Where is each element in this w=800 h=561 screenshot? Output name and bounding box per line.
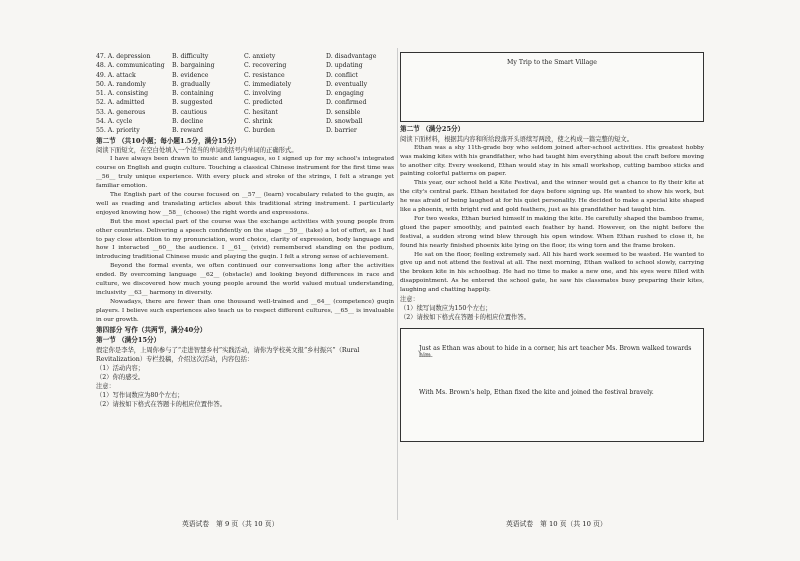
option-b: B. cautious xyxy=(172,108,207,116)
option-a: 48. A. communicating xyxy=(96,62,165,70)
option-a: 49. A. attack xyxy=(96,71,136,79)
writing-prompt: 假定你是李华，上周你参与了“走进智慧乡村”实践活动，请你为学校英文报“乡村振兴”（Rural Revitalization）专栏投稿，介绍这次活动，内容包括： xyxy=(96,346,360,363)
option-c: C. anxiety xyxy=(244,53,276,60)
section-instruction: 阅读下面材料，根据其内容和所给段落开头语续写两段，使之构成一篇完整的短文。 xyxy=(400,135,633,143)
section-heading: 第二节 （共10小题；每小题1.5分，满分15分） xyxy=(96,136,241,145)
option-row xyxy=(96,89,394,98)
option-a: 50. A. randomly xyxy=(96,80,146,88)
option-c: C. shrink xyxy=(244,118,273,126)
story-paragraph: Ethan was a shy 11th-grade boy who seldom joined after-school activities. His greatest hobby was making kites with his grandfather, who had taught him everything about the craft before moving to another city. Every weekend, Ethan would stay in his small workshop, cutting bamboo sticks and painting colorful patterns on paper. xyxy=(400,144,704,178)
passage-paragraph: Beyond the formal events, we often continued our conversations long after the activities ended. By overcoming language __62__ (obstacle) and looking beyond differences in race and culture, we discovered how much young people around the world valued mutual understanding, inclusivity __63__ harmony in diversity. xyxy=(96,263,394,296)
option-b: B. bargaining xyxy=(172,62,215,70)
option-c: C. resistance xyxy=(244,71,285,79)
option-c: C. burden xyxy=(244,127,275,135)
option-row xyxy=(96,80,394,89)
option-b: B. suggested xyxy=(172,99,213,107)
passage-paragraph: Nowadays, there are fewer than one thousand well-trained and __64__ (competence) guqin players. I believe such experiences also teach us to respect different cultures, __65__ is invaluable in our growth. xyxy=(96,298,394,323)
notes-label: 注意： xyxy=(400,296,419,304)
option-a: 55. A. priority xyxy=(96,127,140,135)
passage-paragraph: But the most special part of the course was the exchange activities with young people from other countries. Delivering a speech confidently on the stage __59__ (take) a lot of effort, as I had to pay close attention to my pronunciation, word choice, clarity of expression, body language and how I interacted __60__ the audience. I __61__ (vivid) remembered standing on the podium, introducing traditional Chinese music and playing the guqin. I felt a strong sense of achievement. xyxy=(96,218,394,261)
right-column xyxy=(400,52,704,442)
option-a: 51. A. consisting xyxy=(96,90,149,98)
option-c: C. hesitant xyxy=(244,108,278,116)
option-c: C. immediately xyxy=(244,80,292,88)
option-d: D. snowball xyxy=(326,118,363,126)
prompt-point: （2）你的感受。 xyxy=(96,374,145,382)
page-footer-right: 英语试卷 第 10 页（共 10 页） xyxy=(506,520,607,528)
column-divider xyxy=(397,48,398,520)
story-paragraph: He sat on the floor, feeling extremely sad. All his hard work seemed to be wasted. He wanted to give up and not attend the festival at all. The next morning, Ethan walked to school slowly, carrying the broken kite in his schoolbag. He had no time to make a new one, and his eyes were filled with disappointment. As he entered the school gate, he saw his classmates busy preparing their kites, laughing and chatting happily. xyxy=(400,251,704,294)
writing-answer-box xyxy=(400,52,704,122)
option-d: D. eventually xyxy=(326,80,368,88)
option-c: C. recovering xyxy=(244,62,287,70)
option-row xyxy=(96,71,394,80)
option-d: D. sensible xyxy=(326,108,361,116)
story-paragraph: This year, our school held a Kite Festival, and the winner would get a chance to fly their kite at the city's central park. Ethan hesitated for days before signing up. He wanted to show his work, but he was afraid of being laughed at for his quiet personality. He decided to make a special kite shaped like a phoenix, with bright red and gold feathers, just as his grandfather had taught him. xyxy=(400,180,704,214)
options-list xyxy=(96,52,394,136)
option-a: 52. A. admitted xyxy=(96,99,145,107)
option-a: 53. A. generous xyxy=(96,108,146,116)
page-footer-left: 英语试卷 第 9 页（共 10 页） xyxy=(182,520,279,528)
part-heading: 第四部分 写作（共两节，满分40分） xyxy=(96,325,207,334)
answer-box-title: My Trip to the Smart Village xyxy=(507,59,597,66)
option-b: B. difficulty xyxy=(172,53,209,60)
prompt-point: （1）活动内容； xyxy=(96,364,145,372)
option-row xyxy=(96,52,394,61)
continuation-opening-2: With Ms. Brown's help, Ethan fixed the kite and joined the festival bravely. xyxy=(419,389,654,397)
note-item: （2）请按如下格式在答题卡的相应位置作答。 xyxy=(96,401,226,409)
passage-paragraph: The English part of the course focused on __57__ (learn) vocabulary related to the guqin, as well as reading and translating articles about this traditional string instrument. I particularly enjoyed knowing how __58__ (choose) the right words and expressions. xyxy=(96,191,394,216)
option-d: D. engaging xyxy=(326,90,364,98)
story-paragraph: For two weeks, Ethan buried himself in making the kite. He carefully shaped the bamboo frame, glued the paper smoothly, and painted each feather by hand. However, on the night before the festival, a sudden strong wind blew through his open window. When Ethan rushed to close it, he found his nearly finished phoenix kite lying on the floor, its wing torn and the frame broken. xyxy=(400,215,704,249)
note-item: （1）续写词数应为150个左右； xyxy=(400,305,492,313)
notes-label: 注意： xyxy=(96,383,115,391)
subsection-heading: 第一节 （满分15分） xyxy=(96,336,161,345)
option-d: D. disadvantage xyxy=(326,53,377,60)
section-instruction: 阅读下面短文，在空白处填入一个适当的单词或括号内单词的正确形式。 xyxy=(96,147,298,155)
option-b: B. decline xyxy=(172,118,204,126)
option-c: C. predicted xyxy=(244,99,283,107)
left-column xyxy=(96,52,394,409)
option-a: 54. A. cycle xyxy=(96,118,133,126)
option-b: B. evidence xyxy=(172,71,209,79)
note-item: （2）请按如下格式在答题卡的相应位置作答。 xyxy=(400,314,530,322)
option-row xyxy=(96,126,394,135)
continuation-opening-1: Just as Ethan was about to hide in a corner, his art teacher Ms. Brown walked towards him. xyxy=(419,345,692,360)
option-d: D. updating xyxy=(326,62,363,70)
option-d: D. conflict xyxy=(326,71,358,79)
option-d: D. barrier xyxy=(326,127,357,135)
option-b: B. containing xyxy=(172,90,214,98)
option-d: D. confirmed xyxy=(326,99,367,107)
option-row xyxy=(96,98,394,107)
continuation-answer-box xyxy=(400,328,704,442)
option-row xyxy=(96,117,394,126)
option-b: B. gradually xyxy=(172,80,211,88)
option-b: B. reward xyxy=(172,127,204,135)
option-a: 47. A. depression xyxy=(96,53,151,60)
option-row xyxy=(96,108,394,117)
option-row xyxy=(96,61,394,70)
option-c: C. involving xyxy=(244,90,282,98)
section-heading: 第二节 （满分25分） xyxy=(400,125,465,133)
note-item: （1）写作词数应为80个左右； xyxy=(96,392,184,400)
passage-paragraph: I have always been drawn to music and languages, so I signed up for my school's integrated course on English and guqin culture. Touching a classical Chinese instrument for the first time was __56__ truly unique experience. With every pluck and stroke of the strings, I felt a strange yet familiar emotion. xyxy=(96,156,394,190)
